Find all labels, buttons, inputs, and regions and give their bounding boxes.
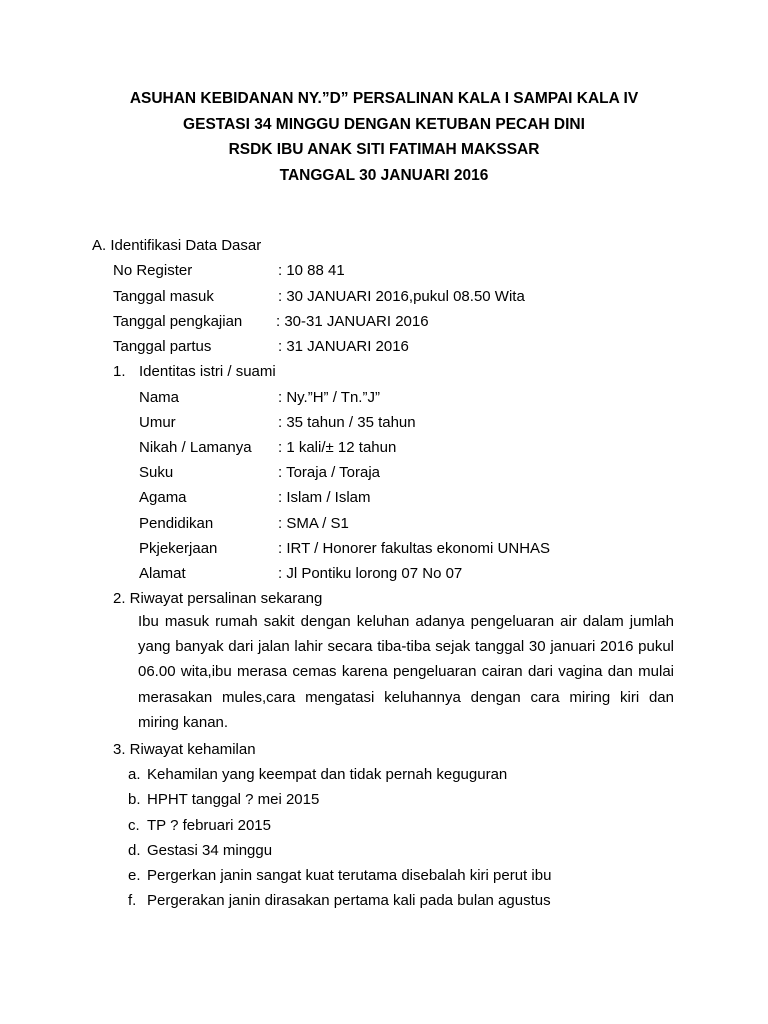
field-value: : 31 JANUARI 2016 bbox=[278, 338, 409, 355]
field-value: : IRT / Honorer fakultas ekonomi UNHAS bbox=[278, 540, 551, 557]
field-value: : 30 JANUARI 2016,pukul 08.50 Wita bbox=[278, 288, 525, 305]
field-label: Pkjekerjaan bbox=[139, 540, 218, 557]
field-value: : 10 88 41 bbox=[278, 262, 345, 279]
list-item: TP ? februari 2015 bbox=[147, 817, 271, 834]
field-label: Umur bbox=[139, 414, 176, 431]
list-number: 1. bbox=[113, 363, 126, 380]
title-line-3: RSDK IBU ANAK SITI FATIMAH MAKSSAR bbox=[228, 141, 540, 158]
list-marker: d. bbox=[128, 842, 141, 859]
list-item: Gestasi 34 minggu bbox=[147, 842, 273, 859]
field-value: : 30-31 JANUARI 2016 bbox=[276, 313, 429, 330]
field-label: Nama bbox=[139, 389, 180, 406]
list-item: HPHT tanggal ? mei 2015 bbox=[147, 791, 320, 808]
field-value: : Islam / Islam bbox=[278, 489, 371, 506]
field-label: Pendidikan bbox=[139, 515, 214, 532]
list-marker: c. bbox=[128, 817, 140, 834]
field-label: No Register bbox=[113, 262, 193, 279]
list-marker: f. bbox=[128, 892, 137, 909]
field-label: Nikah / Lamanya bbox=[139, 439, 252, 456]
field-value: : Jl Pontiku lorong 07 No 07 bbox=[278, 565, 463, 582]
field-value: : Ny.”H” / Tn.”J” bbox=[278, 389, 380, 406]
title-line-1: ASUHAN KEBIDANAN NY.”D” PERSALINAN KALA I SAMPAI KALA IV bbox=[129, 90, 639, 107]
riwayat-kehamilan-heading: 3. Riwayat kehamilan bbox=[113, 741, 256, 758]
field-label: Alamat bbox=[139, 565, 186, 582]
field-label: Agama bbox=[139, 489, 187, 506]
field-value: : SMA / S1 bbox=[278, 515, 349, 532]
list-item: Pergerakan janin dirasakan pertama kali pada bulan agustus bbox=[147, 892, 551, 909]
list-marker: e. bbox=[128, 867, 141, 884]
document-title bbox=[0, 86, 768, 188]
list-item: Kehamilan yang keempat dan tidak pernah keguguran bbox=[147, 766, 508, 783]
field-label: Suku bbox=[139, 464, 174, 481]
list-marker: a. bbox=[128, 766, 141, 783]
riwayat-persalinan-heading: 2. Riwayat persalinan sekarang bbox=[113, 590, 323, 607]
field-value: : Toraja / Toraja bbox=[278, 464, 381, 481]
field-value: : 35 tahun / 35 tahun bbox=[278, 414, 416, 431]
identitas-heading: Identitas istri / suami bbox=[139, 363, 276, 380]
field-label: Tanggal masuk bbox=[113, 288, 214, 305]
field-label: Tanggal partus bbox=[113, 338, 212, 355]
riwayat-persalinan-paragraph: Ibu masuk rumah sakit dengan keluhan adanya pengeluaran air dalam jumlah yang banyak dari jalan lahir secara tiba-tiba sejak tanggal 30 januari 2016 pukul 06.00 wita,ibu merasa cemas karena pengeluaran cairan dari vagina dan mulai merasakan mules,cara mengatasi keluhannya dengan cara miring kiri dan miring kanan. bbox=[138, 613, 674, 731]
section-a-heading: A. Identifikasi Data Dasar bbox=[92, 237, 262, 254]
field-label: Tanggal pengkajian bbox=[113, 313, 243, 330]
field-value: : 1 kali/± 12 tahun bbox=[278, 439, 397, 456]
list-item: Pergerkan janin sangat kuat terutama disebalah kiri perut ibu bbox=[147, 867, 552, 884]
title-line-4: TANGGAL 30 JANUARI 2016 bbox=[279, 166, 489, 184]
title-line-2: GESTASI 34 MINGGU DENGAN KETUBAN PECAH DINI bbox=[183, 115, 585, 133]
list-marker: b. bbox=[128, 791, 141, 808]
